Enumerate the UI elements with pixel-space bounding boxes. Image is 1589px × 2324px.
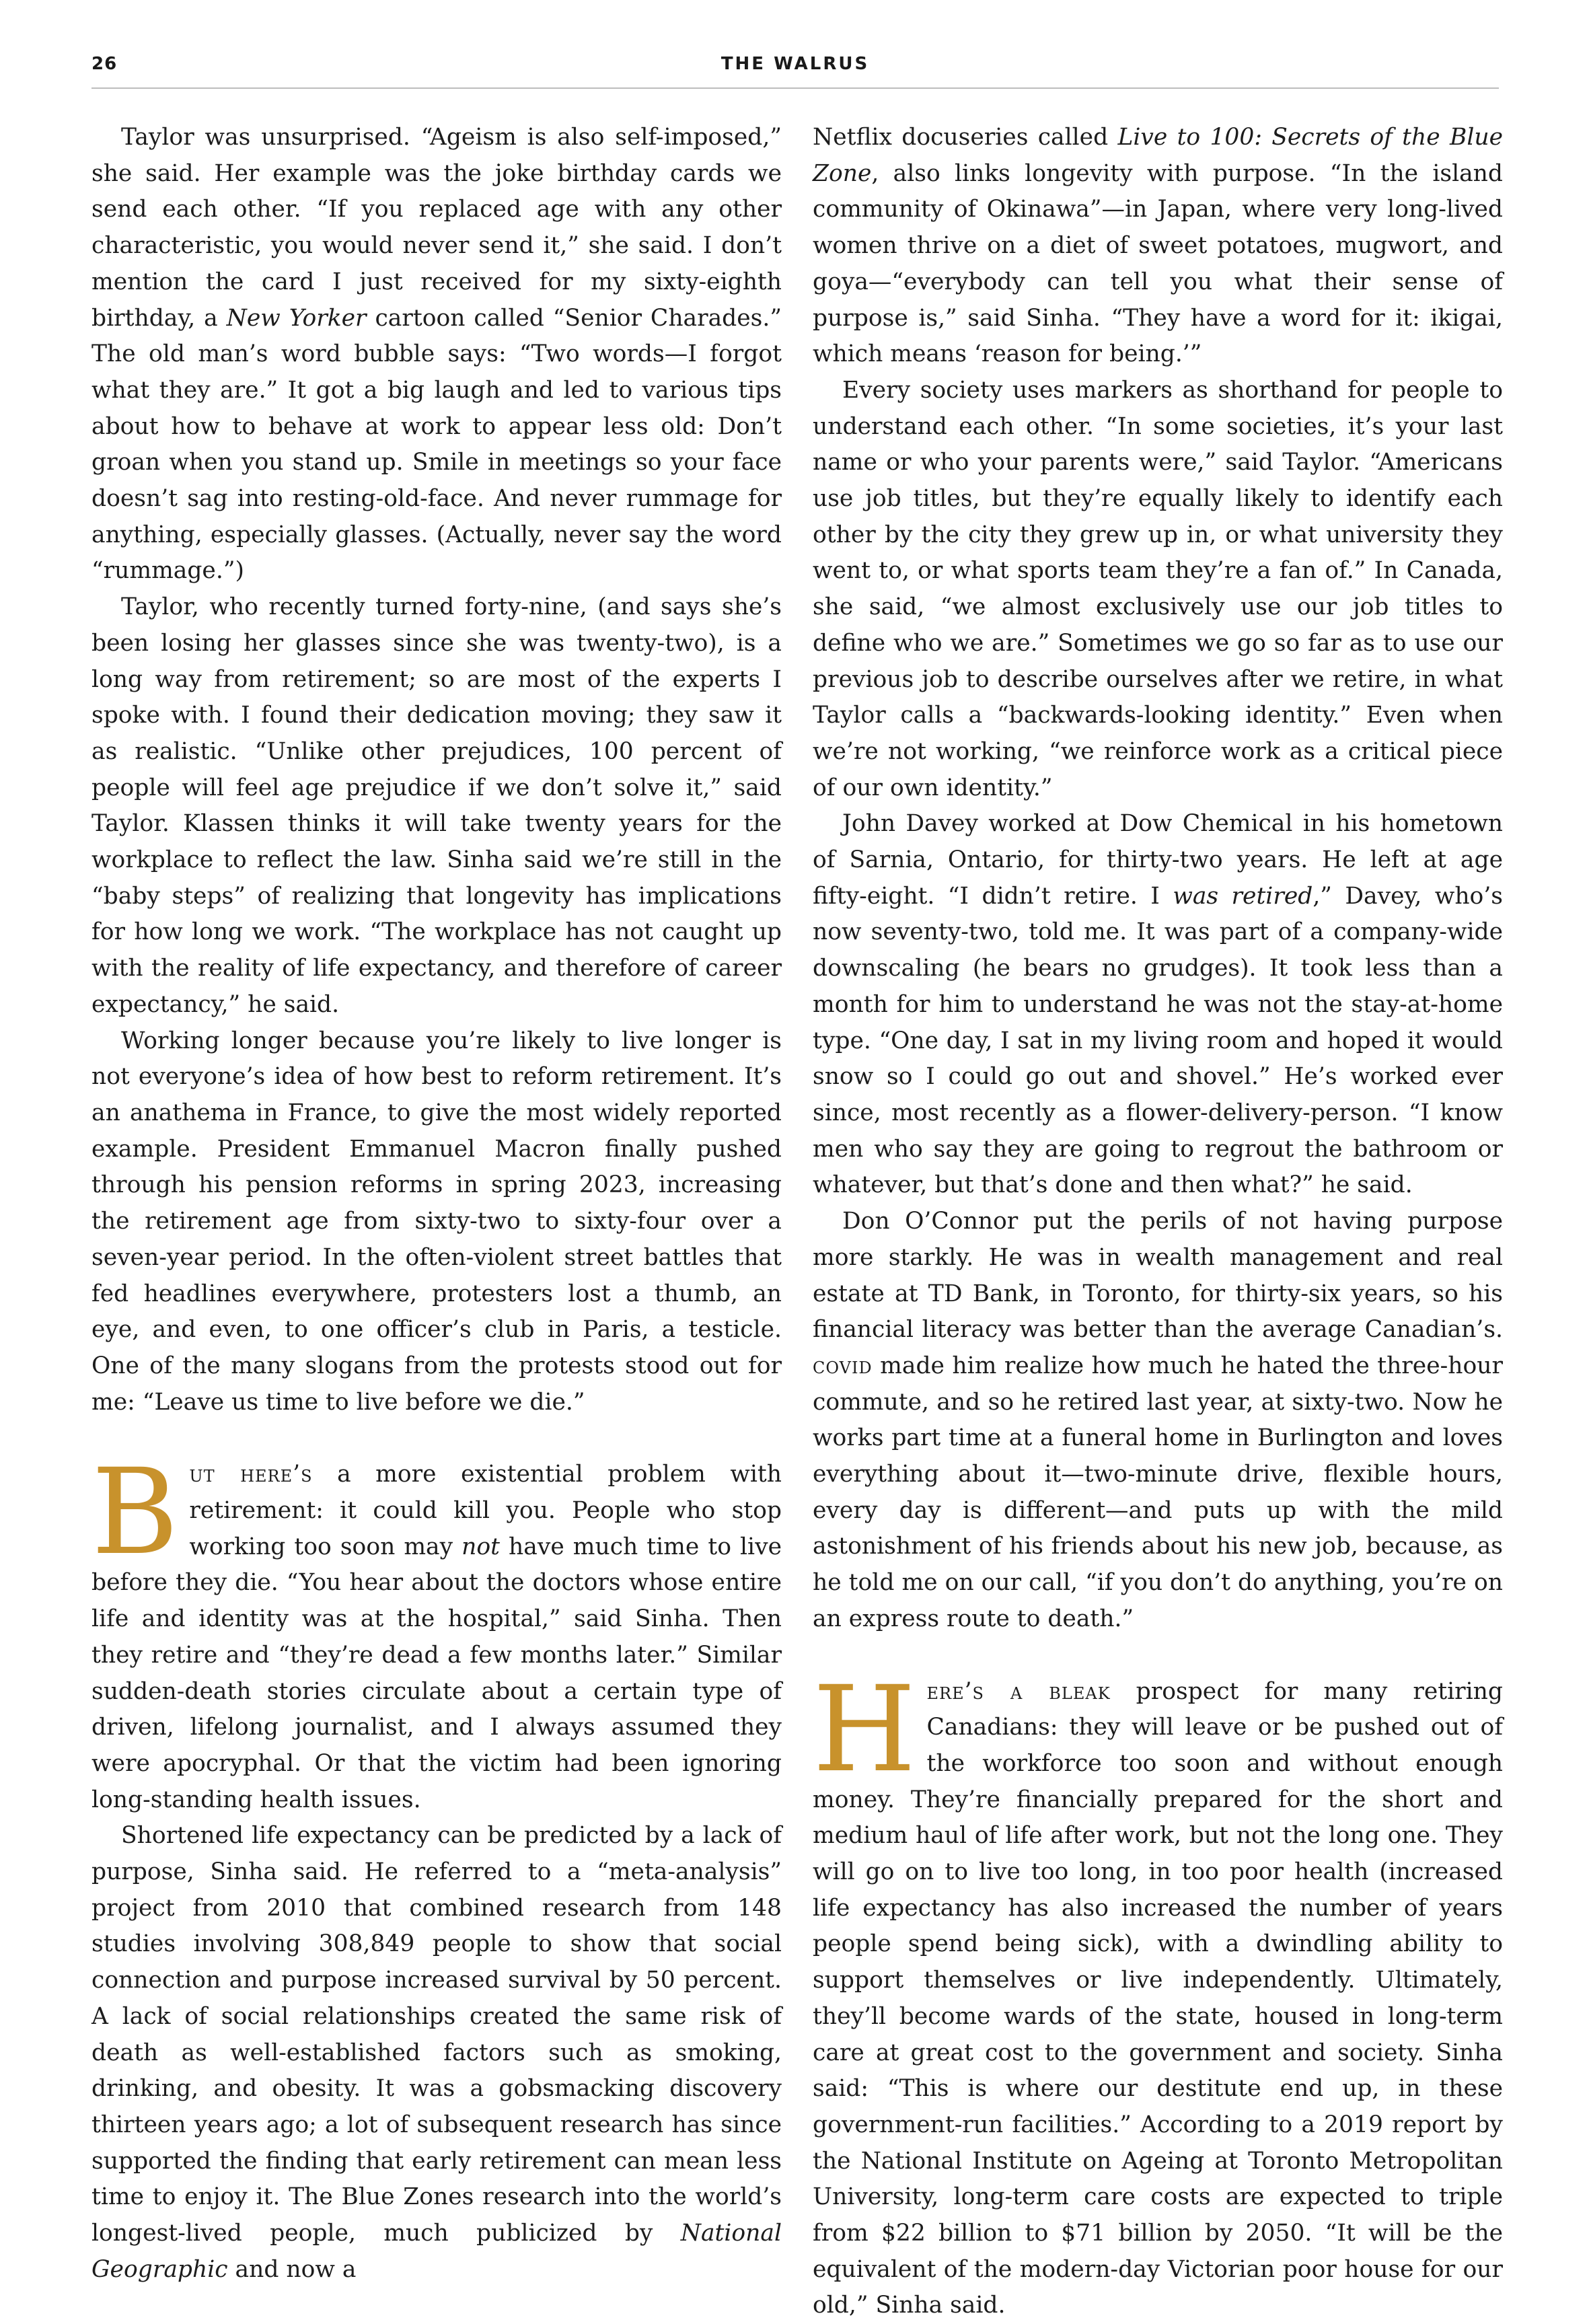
page-number: 26 bbox=[91, 54, 118, 74]
paragraph-text: , also links longevity with purpose. “In the island community of Okinawa”—in Japan, where very long-lived women thrive on a diet of sweet potatoes, mugwort, and goya—“everybody can tell you what their sense of purpose is,” said Sinha. “They have a word for it: ikigai, which means ‘reason for being.’” bbox=[813, 159, 1503, 368]
paragraph bbox=[813, 120, 1503, 373]
italic-text: Live to 100: Secrets of the Blue Zone bbox=[813, 124, 1503, 187]
paragraph bbox=[91, 120, 782, 589]
italic-text: was retired bbox=[1173, 882, 1313, 910]
header-rule bbox=[91, 87, 1499, 89]
paragraph-text: Netflix docuseries called bbox=[813, 124, 1118, 151]
paragraph: Taylor, who recently turned forty-nine, (and says she’s been losing her glasses since she was twenty-two), is a long way from retirement; so are most of the experts I spoke with. I found their dedication moving; they saw it as realistic. “Unlike other prejudices, 100 percent of people will feel age prejudice if we don’t solve it,” said Taylor. Klassen thinks it will take twenty years for the workplace to reflect the law. Sinha said we’re still in the “baby steps” of realizing that longevity has implications for how long we work. “The workplace has not caught up with the reality of life expectancy, and therefore of career expectancy,” he said. bbox=[91, 593, 782, 1018]
small-caps-acronym: covid bbox=[813, 1352, 873, 1379]
section-opening-paragraph bbox=[91, 1443, 782, 1818]
drop-cap: B bbox=[91, 1443, 179, 1582]
paragraph bbox=[813, 1204, 1503, 1637]
italic-text: National Geographic bbox=[91, 2220, 782, 2283]
paragraph-text: have much time to live before they die. “You hear about the doctors whose entire life and identity was at the hospital,” said Sinha. Then they retire and “they’re dead a few months later.” Similar sudden-death stories circulate about a certain type of driven, lifelong journalist, and I always assumed they were apocryphal. Or that the victim had been ignoring long-standing health issues. bbox=[91, 1533, 782, 1813]
paragraph bbox=[813, 806, 1503, 1204]
lead-in-small-caps: ere’s a bleak bbox=[926, 1677, 1111, 1705]
paragraph-text: cartoon called “Senior Charades.” The old man’s word bubble says: “Two words—I forgot what they are.” It got a big laugh and led to various tips about how to behave at work to appear less old: Don’t groan when you stand up. Smile in meetings so your face doesn’t sag into resting-old-face. And never rummage for anything, especially glasses. (Actually, never say the word “rummage.”) bbox=[91, 304, 782, 585]
paragraph bbox=[91, 1818, 782, 2288]
section-opening-paragraph bbox=[813, 1660, 1503, 2324]
lead-in-small-caps: ut here’s bbox=[189, 1461, 313, 1488]
page-header bbox=[91, 50, 1499, 90]
paragraph-text: and now a bbox=[227, 2255, 357, 2283]
paragraph-text: a more existential problem with retirement: it could kill you. People who stop working too soon may bbox=[189, 1461, 782, 1560]
italic-text: not bbox=[461, 1533, 501, 1560]
paragraph: Every society uses markers as shorthand for people to understand each other. “In some societies, it’s your last name or who your parents were,” said Taylor. “Americans use job titles, but they’re equally likely to identify each other by the city they grew up in, or what university they went to, or what sports team they’re a fan of.” In Canada, she said, “we almost exclusively use our job titles to define who we are.” Sometimes we go so far as to use our previous job to describe ourselves after we retire, in what Taylor calls a “backwards-looking identity.” Even when we’re not working, “we reinforce work as a critical piece of our own identity.” bbox=[813, 376, 1503, 801]
paragraph-text: Don O’Connor put the perils of not having purpose more starkly. He was in wealth management and real estate at TD Bank, in Toronto, for thirty-six years, so his financial literacy was better than the average Canadian’s. bbox=[813, 1208, 1503, 1344]
left-column bbox=[91, 120, 782, 2283]
right-column bbox=[813, 120, 1503, 2319]
paragraph-text: prospect for many retiring Canadians: they will leave or be pushed out of the workforce too soon and without enough money. They’re financially prepared for the short and medium haul of life after work, but not the long one. They will go on to live too long, in too poor health (increased life expectancy has also increased the number of years people spend being sick), with a dwindling ability to support themselves or live independently. Ultimately, they’ll become wards of the state, housed in long-term care at great cost to the government and society. Sinha said: “This is where our destitute end up, in these government-run facilities.” According to a 2019 report by the National Institute on Ageing at Toronto Metropolitan University, long-term care costs are expected to triple from $22 billion to $71 billion by 2050. “It will be the equivalent of the modern-day Victorian poor house for our old,” Sinha said. bbox=[813, 1677, 1503, 2319]
magazine-title: THE WALRUS bbox=[720, 54, 870, 74]
paragraph-text: Taylor was unsurprised. “Ageism is also self-imposed,” she said. Her example was the joke birthday cards we send each other. “If you replaced age with any other characteristic, you would never send it,” she said. I don’t mention the card I just received for my sixty-eighth birthday, a bbox=[91, 124, 782, 332]
paragraph-text: made him realize how much he hated the three-hour commute, and so he retired last year, at sixty-two. Now he works part time at a funeral home in Burlington and loves everything about it—two-minute drive, flexible hours, every day is different—and puts up with the mild astonishment of his friends about his new job, because, as he told me on our call, “if you don’t do anything, you’re on an express route to death.” bbox=[813, 1352, 1503, 1632]
drop-cap: H bbox=[813, 1660, 916, 1799]
paragraph: Working longer because you’re likely to live longer is not everyone’s idea of how best to reform retirement. It’s an anathema in France, to give the most widely reported example. President Emmanuel Macron finally pushed through his pension reforms in spring 2023, increasing the retirement age from sixty-two to sixty-four over a seven-year period. In the often-violent street battles that fed headlines everywhere, protesters lost a thumb, an eye, and even, to one officer’s club in Paris, a testicle. One of the many slogans from the protests stood out for me: “Leave us time to live before we die.” bbox=[91, 1027, 782, 1416]
paragraph-text: John Davey worked at Dow Chemical in his hometown of Sarnia, Ontario, for thirty-two years. He left at age fifty-eight. “I didn’t retire. I bbox=[813, 810, 1503, 910]
italic-text: New Yorker bbox=[226, 304, 367, 332]
paragraph-text: ,” Davey, who’s now seventy-two, told me. It was part of a company-wide downscaling (he bears no grudges). It took less than a month for him to understand he was not the stay-at-home type. “One day, I sat in my living room and hoped it would snow so I could go out and shovel.” He’s worked ever since, most recently as a flower-delivery-person. “I know men who say they are going to regrout the bathroom or whatever, but that’s done and then what?” he said. bbox=[813, 882, 1503, 1199]
paragraph-text: Shortened life expectancy can be predicted by a lack of purpose, Sinha said. He referred to a “meta-analysis” project from 2010 that combined research from 148 studies involving 308,849 people to show that social connection and purpose increased survival by 50 percent. A lack of social relationships created the same risk of death as well-established factors such as smoking, drinking, and obesity. It was a gobsmacking discovery thirteen years ago; a lot of subsequent research has since supported the finding that early retirement can mean less time to enjoy it. The Blue Zones research into the world’s longest-lived people, much publicized by bbox=[91, 1822, 782, 2247]
